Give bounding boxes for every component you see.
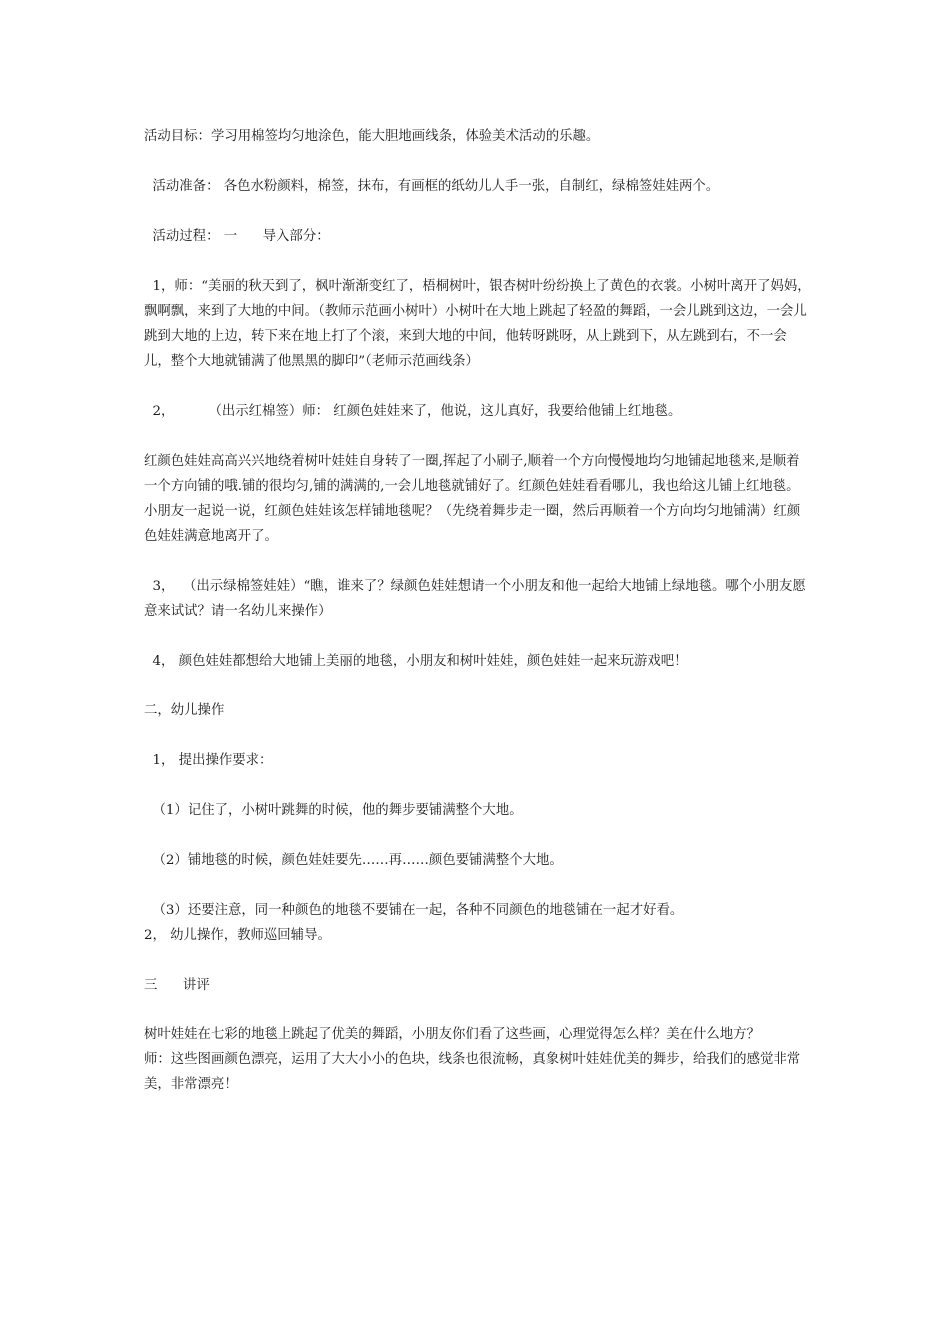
paragraph-activity-preparation: 活动准备： 各色水粉颜料，棉签，抹布，有画框的纸幼儿人手一张，自制红，绿棉签娃娃两个。 (144, 179, 720, 194)
paragraph-review-question: 树叶娃娃在七彩的地毯上跳起了优美的舞蹈，小朋友你们看了这些画，心理觉得怎么样？美在什么地方？ (144, 1027, 760, 1042)
paragraph-activity-goal: 活动目标：学习用棉签均匀地涂色，能大胆地画线条，体验美术活动的乐趣。 (144, 129, 600, 144)
paragraph-requirement-2: （2）铺地毯的时候，颜色娃娃要先……再……颜色要铺满整个大地。 (144, 853, 563, 868)
paragraph-requirement-1: （1）记住了，小树叶跳舞的时候，他的舞步要铺满整个大地。 (144, 803, 523, 818)
paragraph-step-2: 2， （出示红棉签）师： 红颜色娃娃来了，他说，这儿真好，我要给他铺上红地毯。 (144, 404, 682, 419)
paragraph-requirement-3: （3）还要注意，同一种颜色的地毯不要铺在一起，各种不同颜色的地毯铺在一起才好看。 (144, 903, 684, 918)
paragraph-step-3: 3， （出示绿棉签娃娃）“瞧，谁来了？绿颜色娃娃想请一个小朋友和他一起给大地铺上绿地毯。哪个小朋友愿意来试试？请一名幼儿来操作） (144, 579, 806, 619)
paragraph-step-1: 1，师：“美丽的秋天到了，枫叶渐渐变红了，梧桐树叶，银杏树叶纷纷换上了黄色的衣裳。小树叶离开了妈妈，飘啊飘，来到了大地的中间。（教师示范画小树叶）小树叶在大地上跳起了轻盈的舞蹈，一会儿跳到这边，一会儿跳到大地的上边，转下来在地上打了个滚，来到大地的中间，他转呀跳呀，从上跳到下，从左跳到右，不一会儿，整个大地就铺满了他黑黑的脚印”（老师示范画线条） (144, 279, 811, 369)
heading-child-operation: 二，幼儿操作 (144, 703, 225, 718)
paragraph-step-4: 4， 颜色娃娃都想给大地铺上美丽的地毯，小朋友和树叶娃娃，颜色娃娃一起来玩游戏吧！ (144, 654, 688, 669)
paragraph-activity-process: 活动过程： 一 导入部分： (144, 229, 330, 244)
heading-review: 三 讲评 (144, 978, 210, 993)
paragraph-red-doll: 红颜色娃娃高高兴兴地绕着树叶娃娃自身转了一圈,挥起了小刷子,顺着一个方向慢慢地均匀地铺起地毯来,是顺着一个方向铺的哦.铺的很均匀,铺的满满的,一会儿地毯就铺好了。红颜色娃娃看看哪儿，我也给这儿铺上红地毯。小朋友一起说一说，红颜色娃娃该怎样铺地毯呢？（先绕着舞步走一圈，然后再顺着一个方向均匀地铺满）红颜色娃娃满意地离开了。 (144, 454, 801, 544)
paragraph-child-operation: 2， 幼儿操作，教师巡回辅导。 (144, 928, 331, 943)
paragraph-teacher-summary: 师：这些图画颜色漂亮，运用了大大小小的色块，线条也很流畅，真象树叶娃娃优美的舞步，给我们的感觉非常美，非常漂亮！ (144, 1052, 801, 1092)
paragraph-requirements: 1， 提出操作要求： (144, 753, 273, 768)
